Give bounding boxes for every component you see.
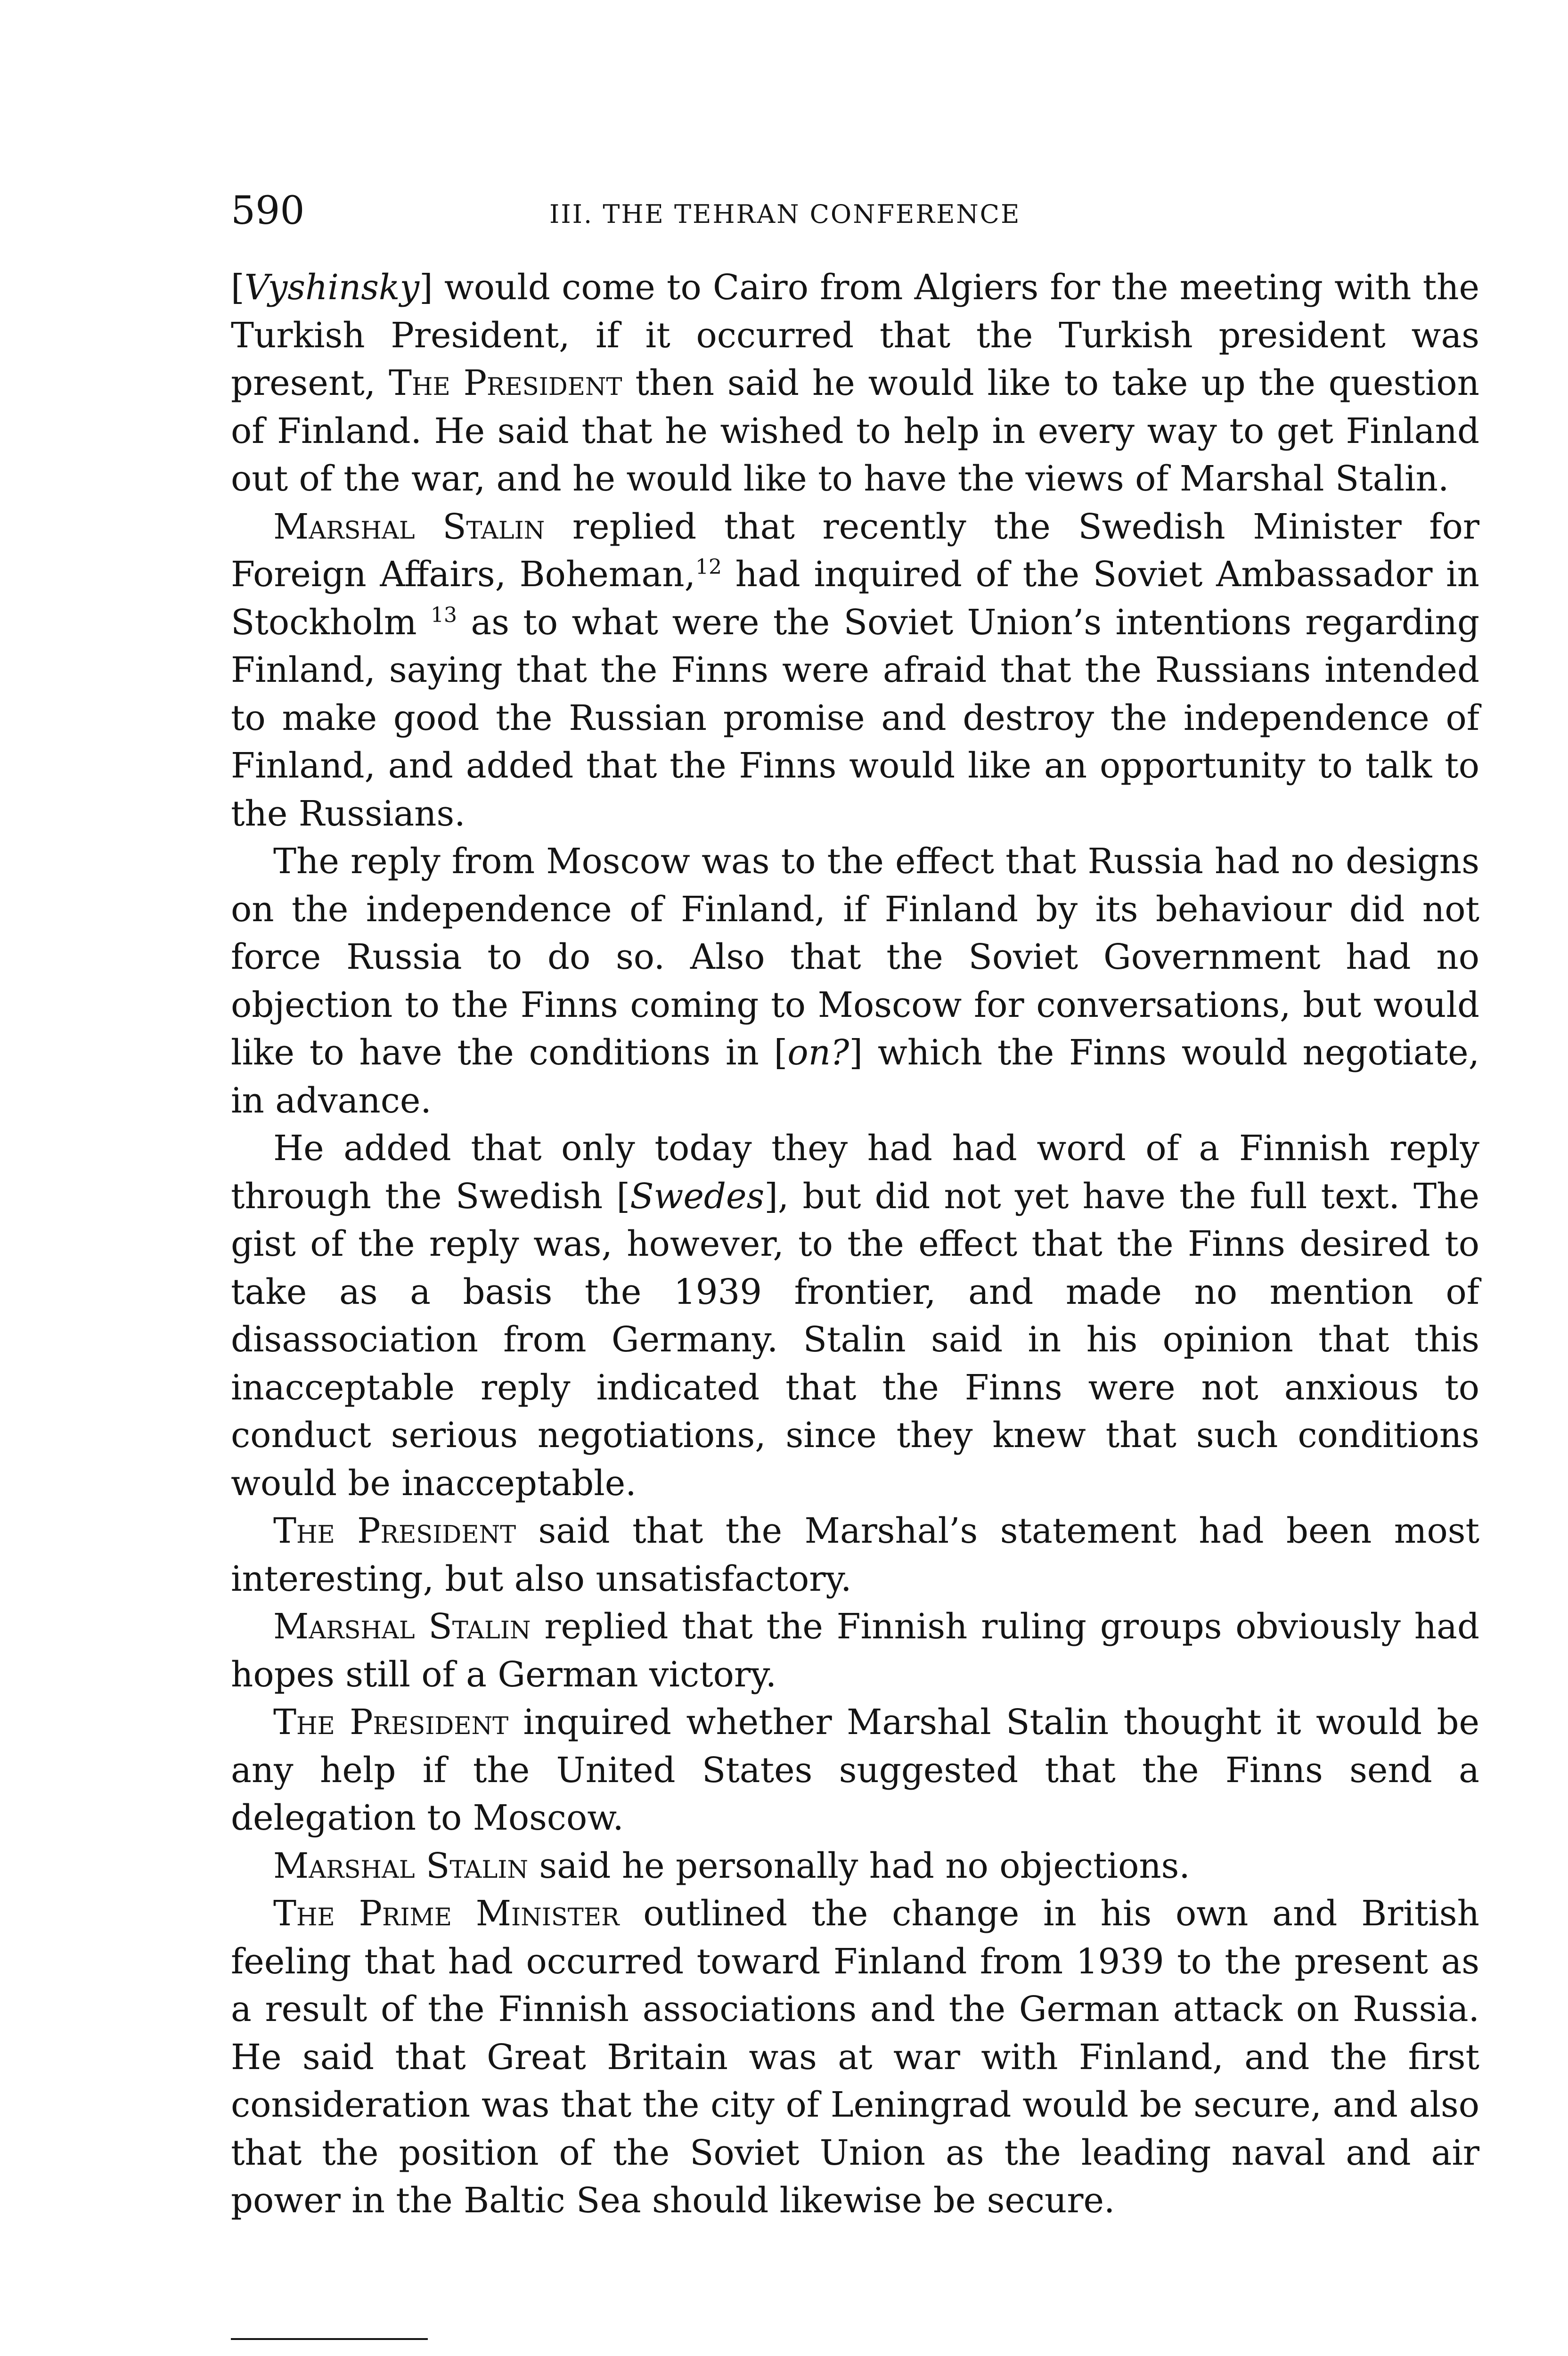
body-text (231, 264, 1479, 2225)
speaker-name: Marshal Stalin (273, 507, 545, 547)
text-run: replied that the Finnish ruling groups obviously had hopes still of a German victory. (231, 1607, 1479, 1695)
paragraph (231, 1890, 1479, 2225)
speaker-name: Marshal Stalin (273, 1846, 529, 1886)
page-number: 590 (231, 188, 305, 233)
italic-name: Vyshinsky (244, 268, 419, 308)
text-run: inquired whether Marshal Stalin thought it would be any help if the United States suggested that the Finns send a delegation to Moscow. (231, 1702, 1479, 1838)
text-run: The reply from Moscow was to the effect that Russia had no designs on the independence of Finland, if Finland by its behaviour did not force Russia to do so. Also that the Soviet Government had no objection to the Finns coming to Moscow for conversations, but would like to have the conditions in [ (231, 842, 1479, 1073)
text-run: ], but did not yet have the full text. The gist of the reply was, however, to the effect that the Finns desired to take as a basis the 1939 frontier, and made no mention of disassociation from Germany. Stalin said in his opinion that this inacceptable reply indicated that the Finns were not anxious to conduct serious negotiations, since they knew that such conditions would be inacceptable. (231, 1176, 1480, 1504)
editorial-insert: on? (787, 1033, 849, 1073)
paragraph (231, 1507, 1479, 1603)
speaker-name: The President (273, 1702, 509, 1742)
paragraph (231, 1125, 1479, 1507)
text-run: said he personally had no objections. (528, 1846, 1190, 1886)
text-run: He added that only today they had had word of a Finnish reply through the Swedish [ (231, 1129, 1479, 1217)
running-head: III. THE TEHRAN CONFERENCE (549, 199, 1021, 229)
text-run: said that the Marshal’s statement had been most interesting, but also unsatisfactory. (231, 1511, 1479, 1599)
paragraph (231, 1699, 1479, 1842)
footnote-divider (231, 2338, 428, 2340)
text-run: ] would come to Cairo from Algiers for the meeting with the Turkish President, if it occurred that the Turkish president was present, (231, 268, 1479, 403)
paragraph (231, 1842, 1479, 1890)
editorial-insert: Swedes (630, 1176, 765, 1217)
paragraph (231, 838, 1479, 1125)
text-run: [ (231, 268, 245, 308)
paragraph (231, 1603, 1479, 1699)
text-run: outlined the change in his own and British feeling that had occurred toward Finland from 1939 to the present as a result of the Finnish associations and the German attack on Russia. He said that Great Britain was at war with Finland, and the first consideration was that the city of Leningrad would be secure, and also that the position of the Soviet Union as the leading naval and air power in the Baltic Sea should likewise be secure. (231, 1894, 1479, 2221)
paragraph (231, 264, 1479, 503)
paragraph (231, 503, 1479, 838)
text-run: ] which the Finns would negotiate, in advance. (231, 1033, 1479, 1121)
text-run: as to what were the Soviet Union’s intentions regarding Finland, saying that the Finns were afraid that the Russians intended to make good the Russian promise and destroy the independence of Finland, and added that the Finns would like an opportunity to talk to the Russians. (231, 602, 1480, 834)
speaker-name: The Prime Minister (273, 1894, 620, 1934)
footnote-ref[interactable]: 13 (431, 603, 457, 627)
speaker-name: The President (389, 363, 622, 403)
text-run: had inquired of the Soviet Ambassador in Stockholm (231, 555, 1479, 643)
text-run: then said he would like to take up the question of Finland. He said that he wished to help in every way to get Finland out of the war, and he would like to have the views of Marshal Stalin. (231, 363, 1479, 499)
text-run: replied that recently the Swedish Minister for Foreign Affairs, Boheman, (231, 507, 1479, 595)
speaker-name: The President (273, 1511, 516, 1551)
speaker-name: Marshal Stalin (273, 1607, 531, 1647)
page-header (231, 188, 1479, 235)
footnote-ref[interactable]: 12 (695, 555, 722, 579)
